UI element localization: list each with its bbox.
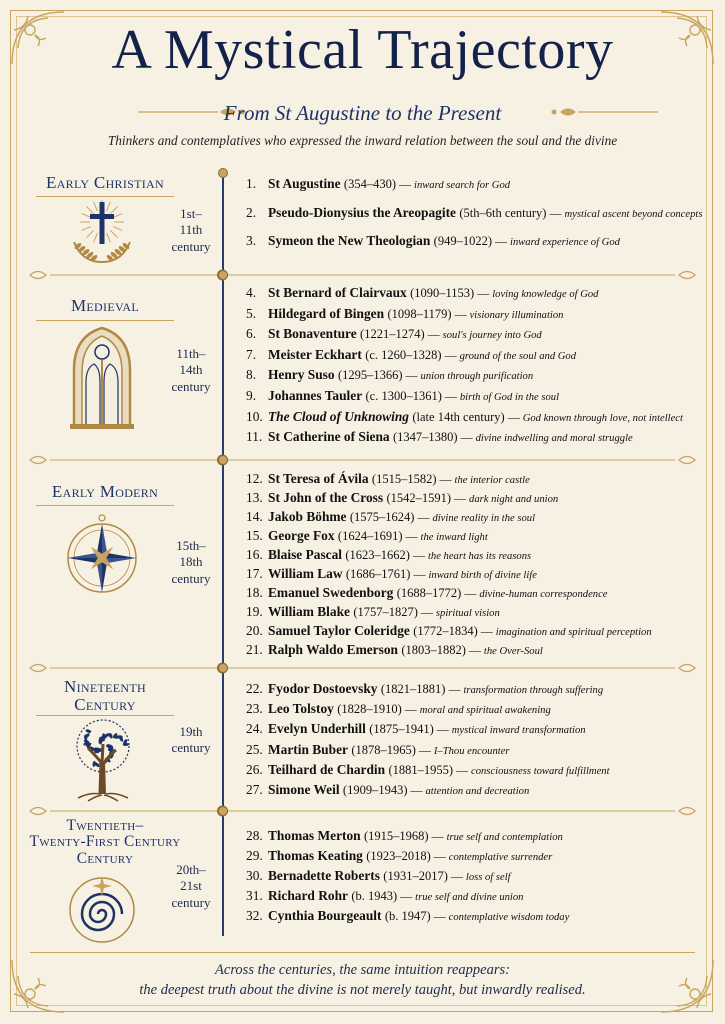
entry-description: imagination and spiritual perception [495,627,652,638]
entry-separator: — [428,829,447,843]
entry-name: Cynthia Bourgeault [268,907,382,923]
thinker-entry [246,701,551,717]
entry-separator: — [409,548,428,562]
entry-description: transformation through suffering [463,685,604,696]
era-century-range-line: 19th [179,724,203,739]
entry-separator: — [396,177,414,191]
era-name-rule [36,505,174,506]
spiral-star-icon [66,872,138,944]
thinker-entry [246,782,529,798]
entry-description: inward search for God [414,180,511,191]
thinker-entry [246,471,530,487]
entry-description: the heart has its reasons [427,551,532,562]
entry-dates: (1347–1380) [393,430,458,445]
timeline-node [218,806,228,816]
entry-separator: — [474,286,493,300]
entry-dates: (1915–1968) [363,829,429,843]
entry-separator: — [414,510,433,524]
entry-dates: (1623–1662) [345,548,410,562]
entry-dates: (c. 1300–1361) [365,389,442,403]
entry-number: 5. [246,305,257,321]
entry-description: dark night and union [469,494,559,505]
entry-dates: (late 14th century) [412,409,505,424]
entry-name: Symeon the New Theologian [268,233,431,248]
entry-number: 14. [246,509,263,524]
entry-separator: — [451,491,470,505]
entry-number: 12. [246,471,263,486]
entry-separator: — [504,409,523,424]
entry-dates: (1878–1965) [351,742,416,757]
entry-description: birth of God in the soul [459,392,560,403]
entry-number: 26. [246,761,263,777]
era-century-range [160,862,222,911]
entry-dates: (1875–1941) [369,722,434,737]
thinker-entry [246,367,533,383]
entry-description: contemplative surrender [448,851,553,863]
entry-separator: — [430,848,449,863]
era-century-range-line: century [171,378,211,394]
entry-dates: (1803–1882) [401,643,466,657]
entry-separator: — [407,783,426,797]
era-century-range-line: 14th [179,362,203,378]
entry-description: true self and divine union [415,891,524,903]
timeline-node [218,270,228,280]
era-name: Early Modern [51,482,159,501]
entry-number: 6. [246,326,257,342]
entry-number: 11. [246,429,263,445]
entry-number: 8. [246,367,257,383]
entry-separator: — [402,368,421,383]
entry-dates: (1624–1691) [337,529,403,543]
thinker-entry [246,205,702,221]
era-name-rule [36,320,174,321]
timeline-node [218,455,228,465]
entry-description: inward birth of divine life [428,570,537,581]
entry-dates: (1931–2017) [383,868,448,883]
entry-name: Fyodor Dostoevsky [268,681,378,696]
entry-dates: (1542–1591) [386,491,452,505]
entry-number: 25. [246,741,263,757]
entry-separator: — [430,908,449,923]
era-century-range-line: century [171,570,211,586]
era-century-range-line: 20th– [176,862,206,877]
page-tagline: Thinkers and contemplatives who expressed the inward relation between the soul and the divine [107,133,618,148]
era-divider-flourish-icon [28,804,697,818]
entry-separator: — [410,567,429,581]
entry-dates: (b. 1947) [384,908,431,923]
era-century-range-line: 11th– [176,346,206,361]
era-divider-flourish-icon [28,268,697,282]
thinker-entry [246,528,488,544]
compass-rose-icon [62,512,142,598]
thinker-entry [246,828,563,844]
entry-number: 22. [246,681,263,696]
entry-number: 27. [246,782,263,797]
thinker-entry [246,848,552,864]
entry-name: Thomas Keating [268,847,363,863]
entry-separator: — [436,472,455,486]
thinker-entry [246,233,620,249]
entry-description: God known through love, not intellect [522,412,683,424]
entry-separator: — [441,347,460,362]
entry-name: George Fox [268,528,335,543]
era-century-range [160,538,222,587]
entry-separator: — [465,643,484,657]
era-name [22,818,188,867]
entry-dates: (c. 1260–1328) [365,347,442,362]
timeline-node [218,168,228,178]
entry-number: 3. [246,233,257,248]
entry-dates: (1821–1881) [380,682,446,696]
entry-separator: — [445,682,464,696]
thinker-entry [246,176,510,192]
entry-number: 9. [246,388,257,403]
entry-separator: — [402,529,421,543]
timeline-spine [222,172,224,936]
thinker-entry [246,585,607,601]
entry-name: St Augustine [268,176,341,191]
entry-number: 4. [246,285,257,300]
thinker-entry [246,908,569,924]
entry-name: Jakob Böhme [268,509,347,524]
entry-description: consciousness toward fulfillment [471,765,610,777]
thinker-entry [246,868,511,884]
entry-number: 13. [246,490,263,505]
entry-separator: — [417,605,436,619]
entry-description: the Over-Soul [483,646,543,657]
era-name: Early Christian [46,173,164,192]
entry-description: mystical ascent beyond concepts [564,208,703,220]
entry-name: The Cloud of Unknowing [268,408,410,424]
entry-separator: — [492,234,510,248]
era-century-range-line: century [171,740,211,756]
entry-number: 2. [246,204,257,220]
entry-number: 23. [246,701,263,717]
entry-name: Teilhard de Chardin [268,761,386,777]
entry-separator: — [447,868,466,883]
page-title: A Mystical Trajectory [111,19,614,81]
footer-rule [30,952,695,953]
entry-description: the interior castle [454,475,530,486]
entry-name: Pseudo-Dionysius the Areopagite [268,204,456,220]
tree-of-life-icon [64,718,142,802]
entry-dates: (1757–1827) [353,605,418,619]
subtitle-ornament-right-icon [548,104,658,120]
entry-name: Meister Eckhart [268,346,362,362]
entry-description: ground of the soul and God [459,350,577,362]
era-century-range-line: 18th [179,554,203,570]
entry-name: St Catherine of Siena [268,429,390,445]
entry-description: the inward light [420,532,488,543]
entry-description: divine indwelling and moral struggle [475,433,633,445]
entry-description: true self and contemplation [446,832,563,843]
thinker-entry [246,490,558,506]
thinker-entry [246,762,610,778]
entry-separator: — [451,306,470,321]
era-name-line: Nineteenth [64,677,146,696]
entry-dates: (1686–1761) [345,567,411,581]
era-century-range-line: 11th [179,222,203,238]
entry-description: loving knowledge of God [492,289,599,300]
entry-dates: (5th–6th century) [459,205,547,220]
entry-name: Simone Weil [268,782,340,797]
entry-name: Hildegard of Bingen [268,305,385,321]
entry-number: 15. [246,528,263,543]
entry-description: loss of self [465,871,511,883]
entry-description: union through purification [420,371,534,383]
entry-description: I–Thou encounter [433,745,510,757]
thinker-entry [246,604,500,620]
entry-dates: (1923–2018) [366,848,431,863]
entry-separator: — [397,888,416,903]
entry-dates: (1881–1955) [388,762,454,777]
footer-line-2: the deepest truth about the divine is not merely taught, but inwardly realised. [139,982,586,998]
footer-line-1: Across the centuries, the same intuition reappears: [215,962,510,978]
timeline-node [218,663,228,673]
thinker-entry [246,681,603,697]
thinker-entry [246,623,652,639]
entry-dates: (1909–1943) [342,783,408,797]
entry-name: Bernadette Roberts [268,867,380,883]
entry-number: 10. [246,408,263,424]
era-century-range-line: century [171,894,211,910]
thinker-entry [246,285,598,301]
entry-separator: — [433,722,452,737]
entry-number: 24. [246,721,263,737]
entry-separator: — [415,742,434,757]
thinker-entry [246,509,535,525]
entry-separator: — [461,586,480,600]
entry-dates: (1688–1772) [396,586,462,600]
entry-description: divine reality in the soul [432,513,536,524]
entry-description: inward experience of God [510,237,620,248]
thinker-entry [246,409,683,425]
entry-number: 16. [246,547,263,562]
thinker-entry [246,388,559,404]
gothic-window-icon [66,326,138,430]
era-century-range [160,346,222,395]
era-name-line: Twenty-First Century [29,833,181,851]
entry-number: 17. [246,566,263,581]
entry-description: mystical inward transformation [451,725,586,737]
era-name-line: Century [74,694,136,714]
entry-number: 21. [246,642,263,657]
era-name-line: Twentieth– [66,817,144,834]
entry-description: spiritual vision [435,608,500,619]
entry-description: attention and decreation [425,786,530,797]
entry-description: soul's journey into God [442,330,542,342]
thinker-entry [246,566,537,582]
era-name [30,678,180,714]
cross-icon [64,196,140,268]
entry-number: 31. [246,887,263,903]
entry-dates: (1221–1274) [360,327,425,342]
entry-description: moral and spiritual awakening [419,705,551,717]
entry-name: Evelyn Underhill [268,721,366,737]
entry-name: Leo Tolstoy [268,701,334,717]
entry-dates: (1098–1179) [387,306,452,321]
entry-name: Thomas Merton [268,828,361,843]
entry-number: 1. [246,176,257,191]
thinker-entry [246,326,542,342]
entry-name: William Blake [268,604,350,619]
entry-dates: (354–430) [343,177,396,191]
entry-name: St Teresa of Ávila [268,471,369,486]
entry-number: 30. [246,867,263,883]
entry-name: St Bonaventure [268,326,357,342]
entry-number: 19. [246,604,263,619]
entry-name: St John of the Cross [268,490,384,505]
entry-number: 7. [246,346,257,362]
entry-separator: — [457,430,476,445]
entry-dates: (1772–1834) [413,624,478,638]
era-century-range-line: 21st [180,878,202,894]
entry-separator: — [441,389,460,403]
entry-name: Blaise Pascal [268,547,343,562]
entry-number: 29. [246,847,263,863]
entry-number: 18. [246,585,263,600]
era-century-range [160,724,222,757]
thinker-entry [246,347,576,363]
entry-name: St Bernard of Clairvaux [268,285,407,300]
entry-dates: (b. 1943) [351,888,398,903]
entry-name: Richard Rohr [268,887,348,903]
entry-dates: (1575–1624) [349,510,415,524]
entry-dates: (1090–1153) [410,286,475,300]
thinker-entry [246,642,543,658]
era-century-range-line: 15th– [176,538,206,553]
entry-number: 20. [246,623,263,638]
entry-name: Samuel Taylor Coleridge [268,623,410,638]
entry-dates: (1295–1366) [337,368,403,383]
entry-description: contemplative wisdom today [448,911,570,923]
entry-dates: (949–1022) [433,234,492,248]
era-century-range-line: 1st– [180,206,202,221]
entry-description: visionary illumination [469,309,564,321]
thinker-entry [246,721,586,737]
thinker-entry [246,429,633,445]
era-century-range [160,206,222,255]
era-divider-flourish-icon [28,661,697,675]
entry-name: Henry Suso [268,367,335,383]
thinker-entry [246,306,563,322]
page-subtitle: From St Augustine to the Present [223,101,502,125]
entry-dates: (1828–1910) [337,702,402,717]
entry-number: 28. [246,828,263,843]
era-name-rule [36,715,174,716]
era-name: Medieval [71,296,139,315]
entry-name: Emanuel Swedenborg [268,585,394,600]
entry-separator: — [401,702,420,717]
era-century-range-line: century [171,238,211,254]
thinker-entry [246,547,531,563]
entry-dates: (1515–1582) [371,472,437,486]
entry-name: Ralph Waldo Emerson [268,642,398,657]
entry-name: Johannes Tauler [268,388,363,403]
thinker-entry [246,888,523,904]
entry-separator: — [546,205,565,220]
entry-number: 32. [246,907,263,923]
entry-separator: — [477,624,496,638]
entry-separator: — [453,762,472,777]
era-divider-flourish-icon [28,453,697,467]
entry-name: William Law [268,566,343,581]
thinker-entry [246,742,510,758]
entry-description: divine-human correspondence [479,589,608,600]
entry-name: Martin Buber [268,741,348,757]
era-name-line: Century [76,849,134,867]
entry-separator: — [424,327,443,342]
